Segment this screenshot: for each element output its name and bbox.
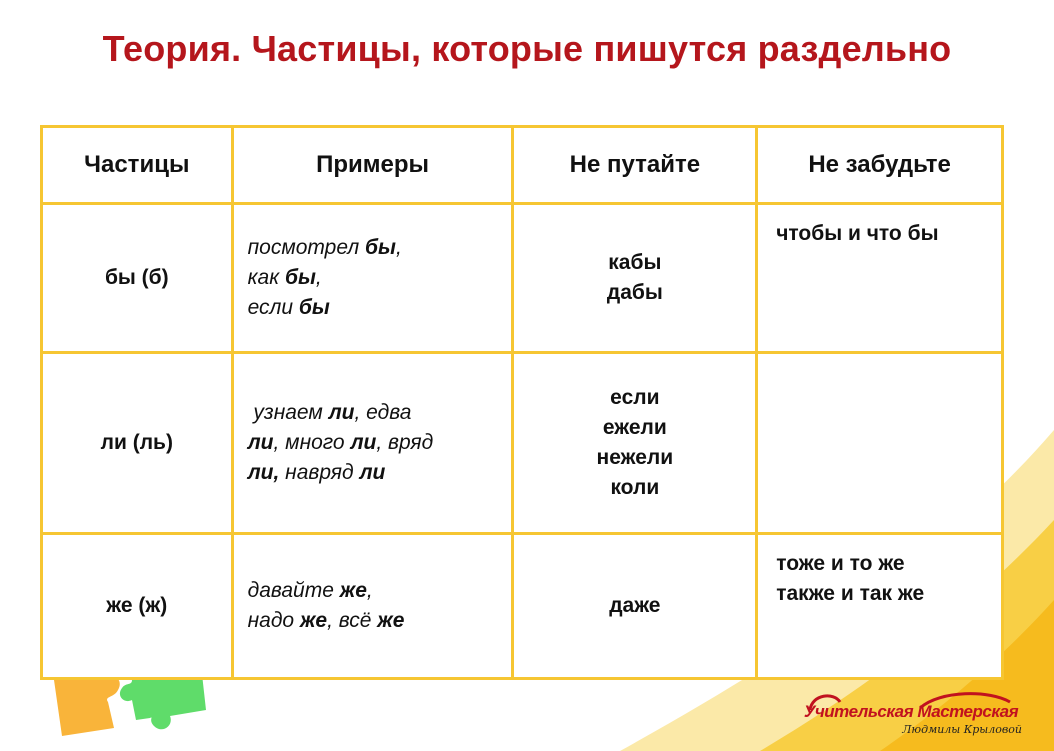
confuse-word: нежели — [596, 446, 674, 469]
example-text: как — [247, 266, 285, 289]
example-text: узнаем — [247, 401, 329, 424]
confuse-cell — [513, 534, 757, 679]
example-line — [248, 263, 498, 293]
example-text: если — [247, 296, 299, 319]
example-line — [248, 398, 498, 428]
example-particle: бы — [365, 236, 396, 259]
example-particle: ли — [328, 401, 355, 424]
logo-subtitle: Людмилы Крыловой — [902, 723, 1022, 736]
header-confuse: Не путайте — [513, 127, 757, 204]
example-particle: же — [299, 609, 328, 632]
confuse-cell — [513, 353, 757, 534]
example-particle: ли — [359, 461, 386, 484]
examples-cell — [232, 353, 513, 534]
remember-cell — [757, 534, 1003, 679]
confuse-word: даже — [609, 594, 661, 617]
example-particle: бы — [298, 296, 330, 319]
particle-cell: ли (ль) — [42, 353, 233, 534]
confuse-word: коли — [610, 476, 660, 499]
example-line — [248, 458, 498, 488]
table-row — [42, 534, 1003, 679]
remember-phrase: также и так же — [776, 582, 925, 605]
header-remember: Не забудьте — [757, 127, 1003, 204]
particles-table — [40, 125, 1004, 680]
example-text: , — [366, 579, 373, 602]
example-line — [248, 576, 498, 606]
remember-cell — [757, 204, 1003, 353]
example-particle: ли — [350, 431, 377, 454]
remember-cell — [757, 353, 1003, 534]
example-line — [248, 428, 498, 458]
example-particle: ли — [247, 431, 274, 454]
example-text: , — [395, 236, 402, 259]
example-line — [248, 293, 498, 323]
confuse-word: кабы — [608, 251, 662, 274]
example-text: , вряд — [376, 431, 434, 454]
example-text: посмотрел — [247, 236, 366, 259]
example-text: давайте — [247, 579, 340, 602]
brand-logo — [800, 688, 1030, 740]
table-row — [42, 353, 1003, 534]
example-particle: же — [377, 609, 405, 632]
page-title: Теория. Частицы, которые пишутся раздельно — [102, 28, 952, 69]
particle-cell: бы (б) — [42, 204, 233, 353]
example-text: , много — [273, 431, 351, 454]
example-text: надо — [247, 609, 300, 632]
header-particles: Частицы — [42, 127, 233, 204]
confuse-cell — [513, 204, 757, 353]
remember-phrase: тоже и то же — [776, 552, 905, 575]
header-examples: Примеры — [232, 127, 513, 204]
particle-cell: же (ж) — [42, 534, 233, 679]
table-header-row — [42, 127, 1003, 204]
example-particle: ли, — [247, 461, 280, 484]
example-text: , едва — [354, 401, 412, 424]
example-line — [248, 233, 498, 263]
example-particle: бы — [284, 266, 316, 289]
example-text: , — [315, 266, 322, 289]
logo-title: Учительская Мастерская — [803, 702, 1019, 721]
example-text: , всё — [327, 609, 378, 632]
example-line — [248, 606, 498, 636]
examples-cell — [232, 204, 513, 353]
confuse-word: ежели — [602, 416, 667, 439]
example-text: навряд — [279, 461, 360, 484]
example-particle: же — [339, 579, 367, 602]
confuse-word: дабы — [606, 281, 663, 304]
remember-phrase: чтобы и что бы — [776, 222, 939, 245]
examples-cell — [232, 534, 513, 679]
confuse-word: если — [610, 386, 660, 409]
table-row — [42, 204, 1003, 353]
